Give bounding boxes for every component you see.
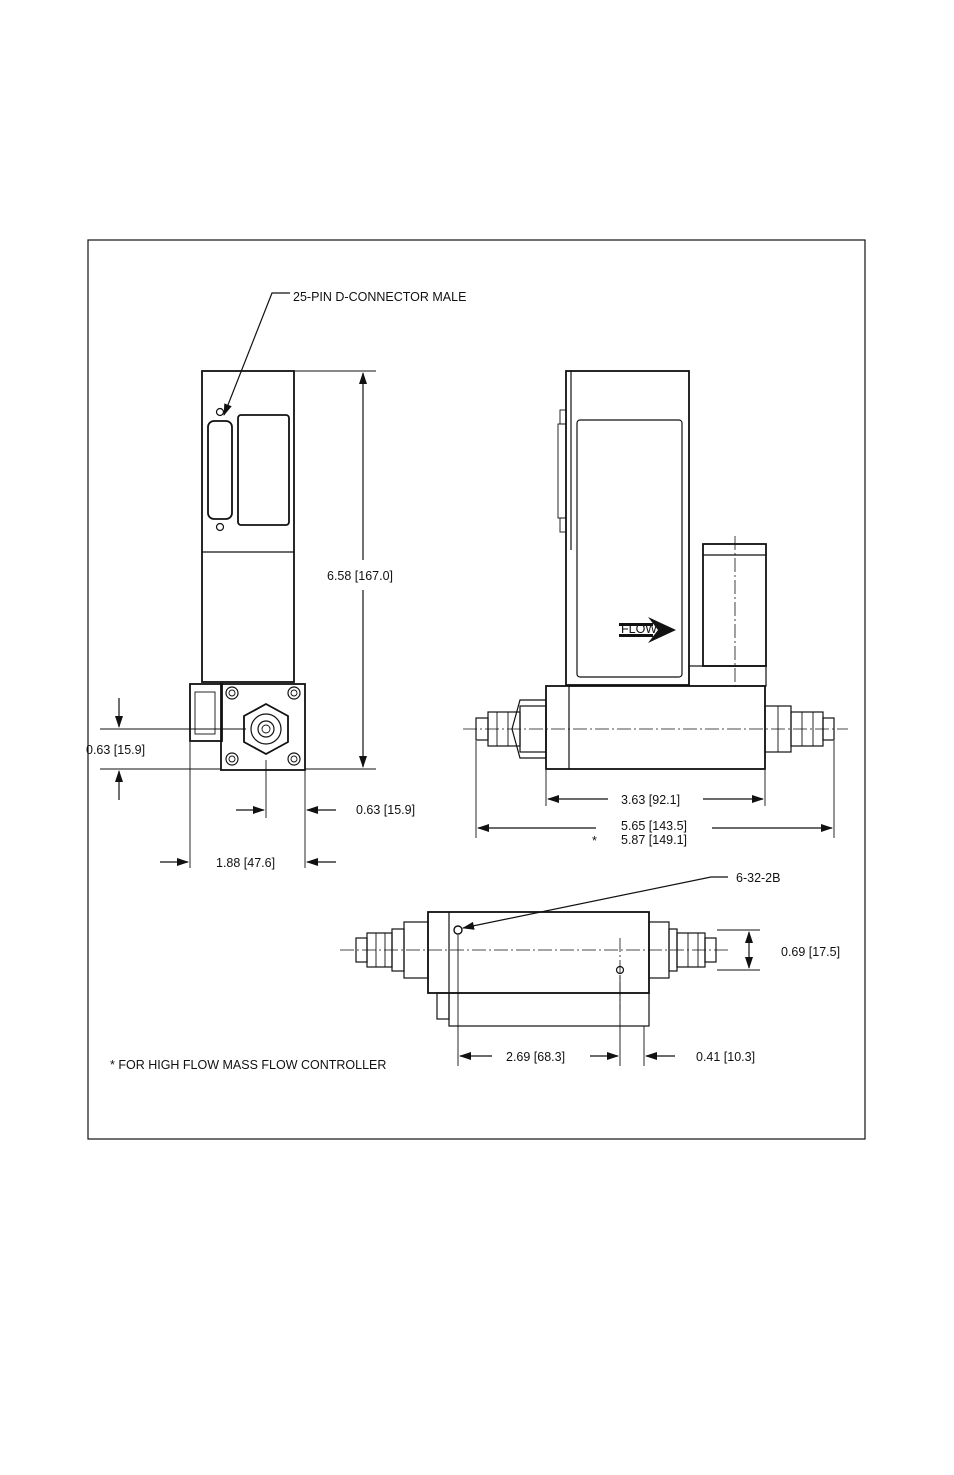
bottom-view	[340, 877, 760, 1066]
mount-height-dimension: 0.69 [17.5]	[781, 945, 841, 959]
side-offset-dimension: 0.63 [15.9]	[356, 803, 416, 817]
front-body	[202, 371, 294, 682]
d-connector	[208, 421, 232, 519]
side-view	[463, 371, 848, 838]
bottom-body	[428, 912, 649, 993]
flow-label: FLOW	[621, 622, 658, 636]
overall-length-high-flow-dimension: 5.87 [149.1]	[621, 833, 688, 847]
thread-label: 6-32-2B	[736, 871, 781, 885]
valve	[703, 544, 766, 666]
display-window	[238, 415, 289, 525]
side-housing	[566, 371, 689, 685]
footnote: * FOR HIGH FLOW MASS FLOW CONTROLLER	[110, 1058, 387, 1072]
body-length-dimension: 3.63 [92.1]	[621, 793, 681, 807]
width-dimension: 1.88 [47.6]	[216, 856, 276, 870]
inlet-offset-dimension: 0.63 [15.9]	[86, 743, 146, 757]
flow-arrow-icon	[619, 617, 676, 643]
mount-offset-dimension: 0.41 [10.3]	[696, 1050, 756, 1064]
thread-hole-icon	[454, 926, 462, 934]
mount-spacing-dimension: 2.69 [68.3]	[506, 1050, 566, 1064]
connector-label: 25-PIN D-CONNECTOR MALE	[293, 290, 467, 304]
height-dimension: 6.58 [167.0]	[327, 569, 394, 583]
asterisk-mark: *	[592, 834, 597, 848]
overall-length-dimension: 5.65 [143.5]	[621, 819, 688, 833]
drawing-frame	[88, 240, 865, 1139]
side-base	[546, 686, 765, 769]
